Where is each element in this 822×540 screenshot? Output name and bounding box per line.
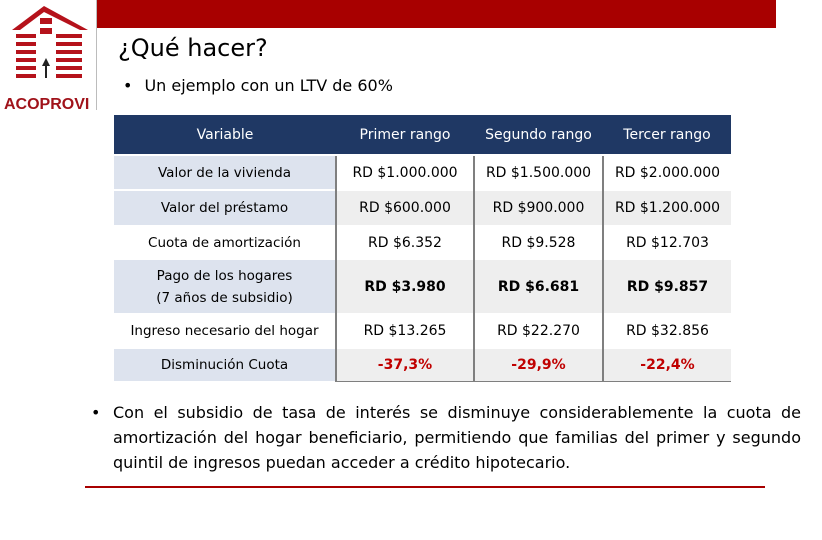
subtitle-text: Un ejemplo con un LTV de 60% <box>144 76 393 95</box>
table-cell: RD $13.265 <box>336 314 474 348</box>
row-label: Disminución Cuota <box>114 348 336 381</box>
table-cell: RD $9.857 <box>603 259 731 314</box>
table-cell: RD $900.000 <box>474 190 603 226</box>
table-cell: RD $6.681 <box>474 259 603 314</box>
table-cell: RD $1.000.000 <box>336 155 474 190</box>
column-header: Variable <box>114 115 336 155</box>
row-label-line: (7 años de subsidio) <box>156 289 293 306</box>
row-label <box>114 259 336 314</box>
note-paragraph <box>91 400 801 475</box>
column-header: Segundo rango <box>474 115 603 155</box>
page-title: ¿Qué hacer? <box>118 34 268 62</box>
table-header-row <box>114 115 731 155</box>
table-cell: RD $1.200.000 <box>603 190 731 226</box>
note-text: Con el subsidio de tasa de interés se disminuye considerablemente la cuota de amortización del hogar beneficiario, permitiendo que familias del primer y segundo quintil de ingresos puedan acceder a crédito hipotecario. <box>113 403 801 472</box>
table-cell: -29,9% <box>474 348 603 381</box>
acoprovi-logo <box>4 4 92 114</box>
table-cell: -22,4% <box>603 348 731 381</box>
bullet-icon: • <box>91 403 101 422</box>
table-row <box>114 259 731 314</box>
row-label: Valor del préstamo <box>114 190 336 226</box>
table-cell: RD $600.000 <box>336 190 474 226</box>
column-header: Tercer rango <box>603 115 731 155</box>
table-cell: RD $22.270 <box>474 314 603 348</box>
column-header: Primer rango <box>336 115 474 155</box>
building-logo-icon <box>8 4 90 84</box>
table-row <box>114 155 731 190</box>
bullet-icon: • <box>123 76 133 95</box>
table-row <box>114 314 731 348</box>
table-cell: RD $3.980 <box>336 259 474 314</box>
row-label: Valor de la vivienda <box>114 155 336 190</box>
bottom-divider <box>85 486 765 488</box>
table-cell: RD $9.528 <box>474 226 603 259</box>
ltv-table <box>114 115 731 382</box>
logo-wordmark: ACOPROVI <box>4 96 90 113</box>
top-accent-bar <box>97 0 776 28</box>
table-cell: -37,3% <box>336 348 474 381</box>
table-row <box>114 190 731 226</box>
table-cell: RD $32.856 <box>603 314 731 348</box>
table-cell: RD $2.000.000 <box>603 155 731 190</box>
table-row <box>114 226 731 259</box>
table-cell: RD $6.352 <box>336 226 474 259</box>
row-label: Ingreso necesario del hogar <box>114 314 336 348</box>
table-row <box>114 348 731 381</box>
table-cell: RD $12.703 <box>603 226 731 259</box>
table-cell: RD $1.500.000 <box>474 155 603 190</box>
row-label: Cuota de amortización <box>114 226 336 259</box>
subtitle <box>123 76 393 95</box>
row-label-line: Pago de los hogares <box>156 267 293 284</box>
